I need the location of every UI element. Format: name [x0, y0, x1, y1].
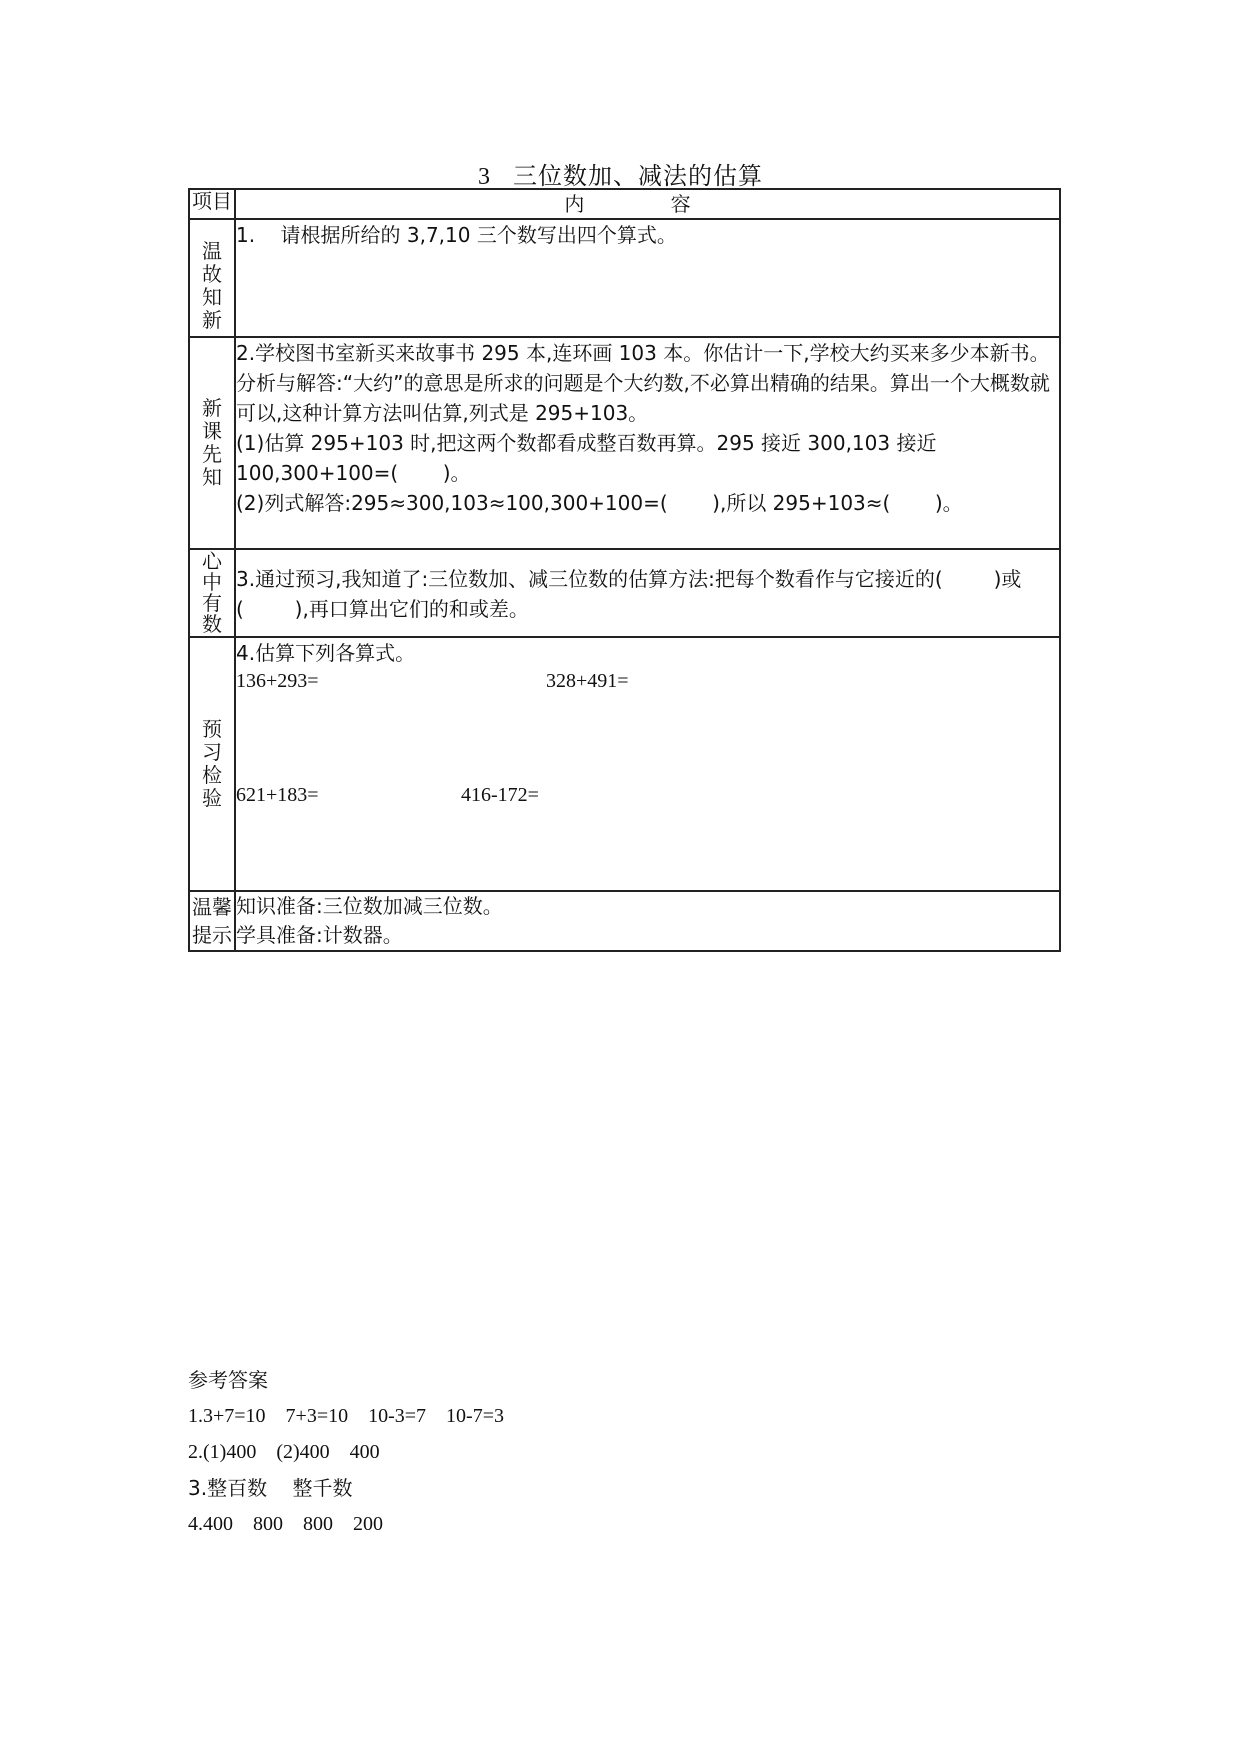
section-title: 三位数加、减法的估算 [513, 162, 763, 190]
section-number: 3 [478, 164, 491, 190]
table-row [189, 219, 1060, 337]
calc-row-1 [236, 666, 1059, 696]
calc-item: 416-172= [461, 784, 539, 806]
answer-line: 1.3+7=10 7+3=10 10-3=7 10-7=3 [188, 1405, 504, 1427]
row-content [235, 337, 1060, 549]
table-header-row [189, 189, 1060, 219]
row-content [235, 891, 1060, 951]
calc-item: 328+491= [546, 670, 629, 692]
step-1: (1)估算 295+103 时,把这两个数都看成整百数再算。295 接近 300,103 接近 100,300+100=( )。 [236, 431, 937, 485]
row-label: 温馨提示 [189, 891, 235, 951]
question-4-heading: 4.估算下列各算式。 [236, 641, 416, 665]
answer-key [188, 1362, 504, 1542]
calc-item: 621+183= [236, 784, 319, 806]
question-2: 2.学校图书室新买来故事书 295 本,连环画 103 本。你估计一下,学校大约买来多少本新书。 [236, 341, 1050, 365]
question-3: 3.通过预习,我知道了:三位数加、减三位数的估算方法:把每个数看作与它接近的( )或( ),再口算出它们的和或差。 [236, 567, 1022, 621]
row-content [235, 549, 1060, 637]
row-content [235, 219, 1060, 337]
step-2: (2)列式解答:295≈300,103≈100,300+100=( ),所以 295+103≈( )。 [236, 491, 963, 515]
header-content-label: 内 容 [235, 189, 1060, 219]
answer-line: 2.(1)400 (2)400 400 [188, 1441, 380, 1463]
row-label: 温故知新 [189, 219, 235, 337]
table-row [189, 549, 1060, 637]
calc-item: 136+293= [236, 670, 319, 692]
answer-heading: 参考答案 [188, 1368, 268, 1392]
row-label: 预习检验 [189, 637, 235, 891]
tip-tools: 学具准备:计数器。 [236, 923, 403, 947]
row-label: 新课先知 [189, 337, 235, 549]
row-label: 心中有数 [189, 549, 235, 637]
page-title [0, 156, 1241, 191]
tip-knowledge: 知识准备:三位数加减三位数。 [236, 894, 503, 918]
table-row [189, 637, 1060, 891]
table-row [189, 337, 1060, 549]
header-item-label: 项目 [189, 189, 235, 219]
answer-line: 4.400 800 800 200 [188, 1513, 383, 1535]
question-1: 1. 请根据所给的 3,7,10 三个数写出四个算式。 [236, 223, 677, 247]
table-row [189, 891, 1060, 951]
answer-line: 3.整百数 整千数 [188, 1476, 353, 1500]
row-content [235, 637, 1060, 891]
lesson-table [188, 188, 1061, 952]
analysis-text: 分析与解答:“大约”的意思是所求的问题是个大约数,不必算出精确的结果。算出一个大概数就可以,这种计算方法叫估算,列式是 295+103。 [236, 371, 1050, 425]
calc-row-2 [236, 780, 1059, 810]
